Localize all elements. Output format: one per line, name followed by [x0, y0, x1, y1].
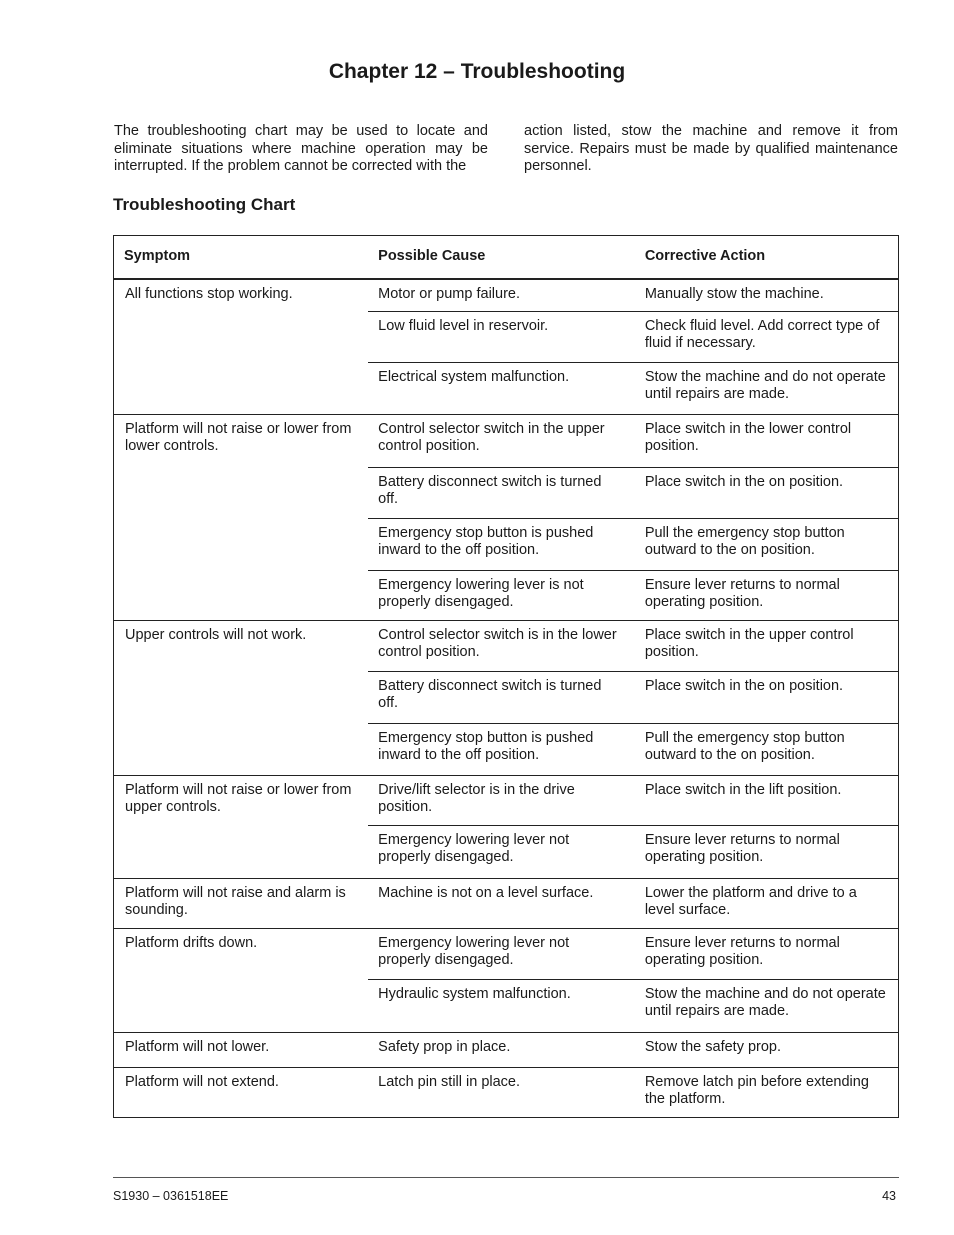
cause-cell: Emergency lowering lever is not properly disengaged. — [368, 570, 635, 620]
action-cell: Stow the machine and do not operate until repairs are made. — [635, 362, 899, 414]
footer-divider — [113, 1177, 899, 1178]
symptom-cell: Upper controls will not work. — [114, 620, 369, 775]
header-corrective-action: Corrective Action — [635, 236, 899, 280]
cause-cell: Emergency lowering lever not properly disengaged. — [368, 825, 635, 878]
action-cell: Ensure lever returns to normal operating position. — [635, 570, 899, 620]
action-cell: Lower the platform and drive to a level surface. — [635, 878, 899, 928]
symptom-cell: Platform will not raise and alarm is sounding. — [114, 878, 369, 928]
table-row — [114, 414, 899, 467]
table-row — [114, 279, 899, 311]
cause-cell: Latch pin still in place. — [368, 1067, 635, 1117]
symptom-cell: Platform will not raise or lower from upper controls. — [114, 775, 369, 878]
footer-doc-id: S1930 – 0361518EE — [113, 1189, 229, 1203]
cause-cell: Emergency lowering lever not properly disengaged. — [368, 928, 635, 979]
intro-paragraph-right: action listed, stow the machine and remove it from service. Repairs must be made by qualified maintenance personnel. — [524, 123, 898, 174]
action-cell: Ensure lever returns to normal operating position. — [635, 825, 899, 878]
table-header-row — [114, 236, 899, 280]
table-row — [114, 1032, 899, 1067]
cause-cell: Motor or pump failure. — [368, 279, 635, 311]
cause-cell: Hydraulic system malfunction. — [368, 979, 635, 1032]
page-title: Chapter 12 – Troubleshooting — [328, 60, 626, 83]
symptom-cell: Platform will not extend. — [114, 1067, 369, 1117]
cause-cell: Control selector switch is in the lower control position. — [368, 620, 635, 671]
cause-cell: Machine is not on a level surface. — [368, 878, 635, 928]
action-cell: Pull the emergency stop button outward to the on position. — [635, 518, 899, 570]
action-cell: Ensure lever returns to normal operating position. — [635, 928, 899, 979]
symptom-cell: Platform will not lower. — [114, 1032, 369, 1067]
action-cell: Place switch in the on position. — [635, 467, 899, 518]
table-row — [114, 878, 899, 928]
table-row — [114, 928, 899, 979]
cause-cell: Control selector switch in the upper control position. — [368, 414, 635, 467]
cause-cell: Low fluid level in reservoir. — [368, 311, 635, 362]
table-row — [114, 1067, 899, 1117]
action-cell: Remove latch pin before extending the platform. — [635, 1067, 899, 1117]
table-row — [114, 620, 899, 671]
troubleshooting-table — [113, 235, 899, 1118]
symptom-cell: Platform will not raise or lower from lower controls. — [114, 414, 369, 620]
action-cell: Check fluid level. Add correct type of fluid if necessary. — [635, 311, 899, 362]
action-cell: Place switch in the upper control position. — [635, 620, 899, 671]
cause-cell: Drive/lift selector is in the drive position. — [368, 775, 635, 825]
cause-cell: Battery disconnect switch is turned off. — [368, 467, 635, 518]
section-title: Troubleshooting Chart — [113, 195, 296, 214]
cause-cell: Safety prop in place. — [368, 1032, 635, 1067]
intro-paragraph-left: The troubleshooting chart may be used to locate and eliminate situations where machine operation may be interrupted. If the problem cannot be corrected with the — [114, 123, 488, 174]
cause-cell: Battery disconnect switch is turned off. — [368, 671, 635, 723]
action-cell: Manually stow the machine. — [635, 279, 899, 311]
symptom-cell: Platform drifts down. — [114, 928, 369, 1032]
header-symptom: Symptom — [114, 236, 369, 280]
cause-cell: Electrical system malfunction. — [368, 362, 635, 414]
action-cell: Stow the machine and do not operate until repairs are made. — [635, 979, 899, 1032]
symptom-cell: All functions stop working. — [114, 279, 369, 414]
table-row — [114, 775, 899, 825]
header-possible-cause: Possible Cause — [368, 236, 635, 280]
action-cell: Stow the safety prop. — [635, 1032, 899, 1067]
action-cell: Place switch in the lift position. — [635, 775, 899, 825]
cause-cell: Emergency stop button is pushed inward to the off position. — [368, 723, 635, 775]
action-cell: Place switch in the lower control position. — [635, 414, 899, 467]
action-cell: Place switch in the on position. — [635, 671, 899, 723]
cause-cell: Emergency stop button is pushed inward to the off position. — [368, 518, 635, 570]
action-cell: Pull the emergency stop button outward to the on position. — [635, 723, 899, 775]
footer-page-number: 43 — [882, 1189, 896, 1203]
